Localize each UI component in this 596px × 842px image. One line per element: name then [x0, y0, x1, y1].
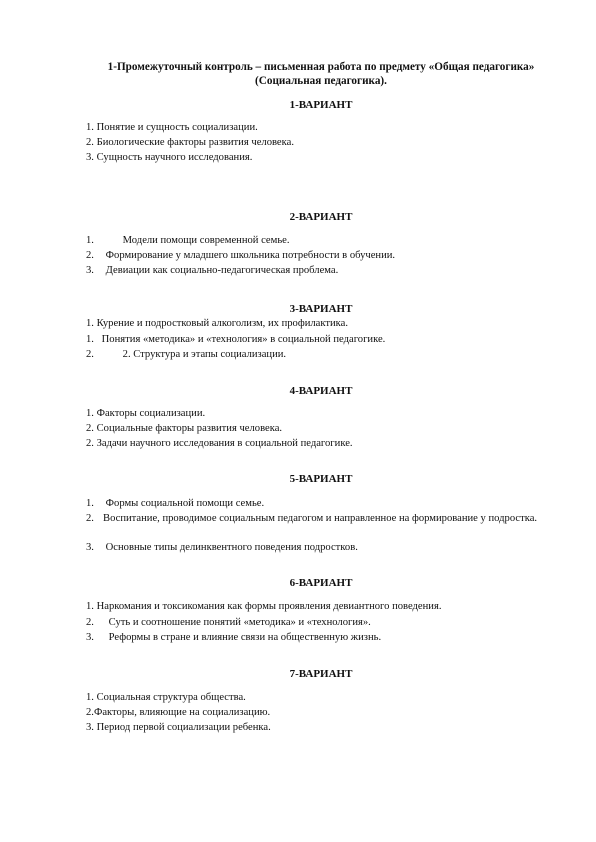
variant-1-item-2: [86, 136, 556, 150]
variant-2-item-1: [86, 234, 556, 248]
item-number: 1.: [86, 122, 94, 133]
item-number: 3.: [86, 632, 94, 643]
item-text: Воспитание, проводимое социальным педагогом и направленное на формирование у подростка.: [103, 513, 538, 524]
variant-4-item-2: [86, 422, 556, 436]
variant-6-item-2: [86, 616, 556, 630]
item-text: Биологические факторы развития человека.: [96, 137, 294, 148]
document-title: [86, 60, 556, 88]
item-text: Факторы социализации.: [96, 408, 206, 419]
variant-7-item-1: [86, 691, 556, 705]
item-text: Курение и подростковый алкоголизм, их профилактика.: [96, 318, 349, 329]
item-text: 2. Структура и этапы социализации.: [122, 349, 287, 360]
item-number: 3.: [86, 152, 94, 163]
variant-4-item-1: [86, 407, 556, 421]
title-line-2: (Социальная педагогика).: [255, 75, 387, 87]
variant-5-item-2: [86, 512, 556, 526]
item-text: Понятие и сущность социализации.: [96, 122, 258, 133]
item-text: Социальные факторы развития человека.: [96, 423, 283, 434]
title-line-1: 1-Промежуточный контроль – письменная работа по предмету «Общая педагогика»: [107, 61, 535, 73]
variant-6-item-3: [86, 631, 556, 645]
item-number: 2.: [86, 349, 94, 360]
variant-6-heading: 6-ВАРИАНТ: [289, 577, 353, 589]
item-text: Суть и соотношение понятий «методика» и «технология».: [108, 617, 371, 628]
item-number: 2.: [86, 513, 94, 524]
item-number: 2.: [86, 438, 94, 449]
variant-1-item-1: [86, 121, 556, 135]
variant-3-heading: 3-ВАРИАНТ: [289, 303, 353, 315]
item-text: Модели помощи современной семье.: [122, 235, 290, 246]
variant-5-heading: 5-ВАРИАНТ: [289, 473, 353, 485]
item-number: 1.: [86, 692, 94, 703]
variant-3-item-1: [86, 317, 556, 331]
item-text: Формы социальной помощи семье.: [105, 498, 265, 509]
item-text: Сущность научного исследования.: [96, 152, 253, 163]
variant-5-item-3: [86, 541, 556, 555]
item-text: Факторы, влияющие на социализацию.: [93, 707, 271, 718]
item-number: 1.: [86, 498, 94, 509]
item-text: Формирование у младшего школьника потребности в обучении.: [105, 250, 396, 261]
item-number: 2.: [86, 137, 94, 148]
item-text: Основные типы делинквентного поведения подростков.: [105, 542, 358, 553]
variant-5-item-1: [86, 497, 556, 511]
item-text: Наркомания и токсикомания как формы проявления девиантного поведения.: [96, 601, 442, 612]
item-number: 2.: [86, 250, 94, 261]
item-text: Девиации как социально-педагогическая проблема.: [105, 265, 339, 276]
item-number: 1.: [86, 601, 94, 612]
document-page: [86, 0, 556, 842]
item-number: 1.: [86, 334, 94, 345]
variant-6-item-1: [86, 600, 556, 614]
item-number: 3.: [86, 722, 94, 733]
item-number: 1.: [86, 235, 94, 246]
variant-4-heading: 4-ВАРИАНТ: [289, 385, 353, 397]
variant-7-heading: 7-ВАРИАНТ: [289, 668, 353, 680]
variant-1-heading: 1-ВАРИАНТ: [289, 99, 353, 111]
variant-2-item-2: [86, 249, 556, 263]
variant-3-item-2: [86, 333, 556, 347]
variant-1-item-3: [86, 151, 556, 165]
item-number: 1.: [86, 408, 94, 419]
item-number: 2.: [86, 707, 94, 718]
item-number: 3.: [86, 265, 94, 276]
item-number: 2.: [86, 617, 94, 628]
item-number: 2.: [86, 423, 94, 434]
variant-3-item-3: [86, 348, 556, 362]
item-text: Задачи научного исследования в социальной педагогике.: [96, 438, 353, 449]
variant-2-item-3: [86, 264, 556, 278]
item-text: Период первой социализации ребенка.: [96, 722, 271, 733]
variant-4-item-3: [86, 437, 556, 451]
item-number: 1.: [86, 318, 94, 329]
item-text: Социальная структура общества.: [96, 692, 246, 703]
variant-7-item-2: [86, 706, 556, 720]
item-text: Понятия «методика» и «технология» в социальной педагогике.: [101, 334, 386, 345]
item-text: Реформы в стране и влияние связи на общественную жизнь.: [108, 632, 382, 643]
variant-2-heading: 2-ВАРИАНТ: [289, 211, 353, 223]
item-number: 3.: [86, 542, 94, 553]
variant-7-item-3: [86, 721, 556, 735]
